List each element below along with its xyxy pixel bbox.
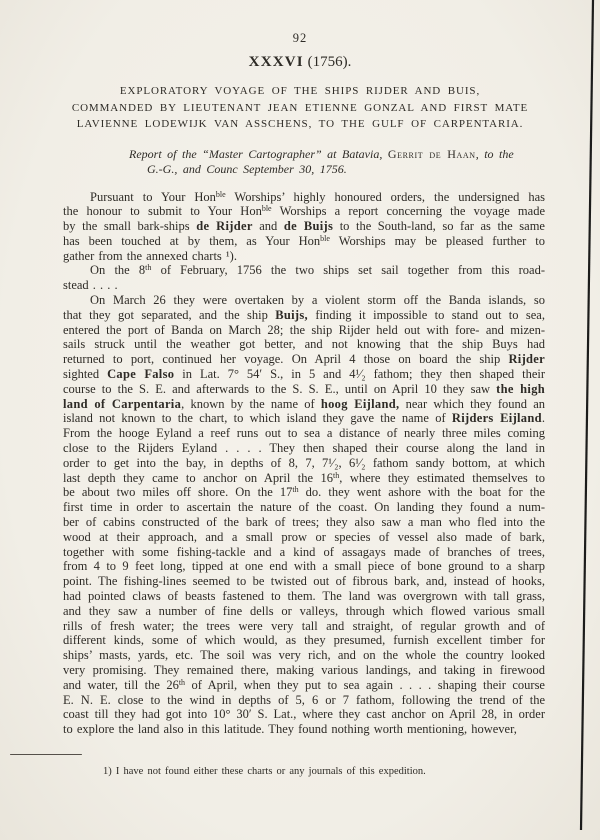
text-run: , known by the name of [181,396,321,411]
bold-text-run: Cape Falso [107,367,175,382]
text-run: that they got separated, and the ship [63,307,276,322]
text-line [63,426,545,441]
text-run: Worships may be pleased further to [329,233,545,248]
report-subtitle [129,147,530,178]
text-run: be about two miles off shore. On the 17 [63,485,293,500]
superscript-run: ble [261,204,272,214]
text-line [63,293,545,308]
text-run: and water, till the 26 [63,677,179,692]
text-line [63,308,545,323]
text-run: G.-G., and Counc September 30, 1756. [147,162,347,176]
superscript-run: th [178,677,186,687]
title-line-3: LAVIENNE LODEWIJK VAN ASSCHENS, TO THE GULF OF CARPENTARIA. [76,118,524,130]
text-run: Pursuant to Your Hon [90,189,216,204]
text-run: has been touched at by them, as Your Hon [63,233,321,248]
text-line [63,574,545,589]
text-run: different kinds, some of which would, as they presumed, furnish excellent timber for [63,633,545,648]
text-run: On the 8 [90,263,146,278]
text-line [63,530,545,545]
text-run: island not known to the chart, to which island they gave the name of [63,411,452,426]
superscript-run: th [145,263,152,273]
text-run: ships’ masts, yards, etc. The soil was very rich, and on the whole the country looked [63,648,545,663]
text-line [63,707,545,722]
bold-text-run: Rijders Eijland [451,411,542,426]
text-line [63,397,545,412]
text-line [63,693,545,708]
text-line [63,352,545,367]
title-line-2: COMMANDED BY LIEUTENANT JEAN ETIENNE GONZAL AND FIRST MATE [71,101,529,114]
text-line [63,323,545,338]
text-line [63,722,545,737]
text-run: together with some fishing-tackle and a kind of assagays made of branches of trees, [63,544,545,559]
text-line [63,545,545,560]
text-line [63,411,545,426]
text-run: near which they found an [399,396,545,411]
subtitle-line-1 [129,147,530,163]
text-run: close to the Rijders Eyland . . . . They then shaped their course along the land in [63,441,545,456]
text-run: coast till they had got into 10° 30′ S. Lat., where they cast anchor on April 28, in order [63,707,545,722]
text-line [63,337,545,352]
text-run: sighted [63,367,108,382]
text-run: by the small bark-ships [63,219,197,234]
superscript-run: th [292,485,299,495]
text-run: From the hooge Eyland a reef runs out to sea a distance of nearly three miles coming [63,426,545,441]
text-line [63,589,545,604]
text-run: E. N. E. close to the wind in depths of 5, 6 or 7 fathom, following the trend of the [63,692,545,707]
text-line [63,219,545,234]
bold-text-run: Buijs, [275,307,308,322]
text-run: do. they went ashore with the boat for the [298,485,545,500]
text-line [63,559,545,574]
text-line [63,648,545,663]
text-line [63,663,545,678]
chapter-year: (1756). [303,54,352,70]
title-line-1: EXPLORATORY VOYAGE OF THE SHIPS RIJDER AND BUIS, [119,85,481,97]
smallcaps-name-run: Gerrit de Haan [387,146,476,161]
text-line [63,500,545,515]
text-run: to the South-land, so far as the same [333,219,545,234]
text-line [63,515,545,530]
text-run: very promising. They remained there, making various landings, and taking in firewood [63,663,545,677]
superscript-run: ble [215,189,226,199]
text-line [63,234,545,249]
text-run: gather from the annexed charts ¹). [63,248,237,263]
superscript-run: ble [320,233,330,243]
text-run: course to the S. E. and afterwards to the S. S. E., until on April 10 they saw [63,381,497,396]
text-run: On March 26 they were overtaken by a violent storm off the Banda islands, so [90,293,545,308]
text-line [63,678,545,693]
text-line [63,633,545,648]
text-line [63,190,545,205]
body-text [63,190,545,737]
text-run: and [252,219,284,234]
text-run: of April, when they put to sea again . . . . shaping their course [185,677,545,692]
text-run: Worships a report concerning the voyage made [271,204,545,219]
text-run: the honour to submit to Your Hon [63,204,262,219]
text-run: , to the [475,146,514,161]
text-run: from 4 to 9 feet long, tipped at one end with a small piece of bone ground to a sharp [63,559,545,574]
text-run: stead . . . . [63,278,118,293]
text-run: wood at their approach, and a small prow or species of vessel also made of bark, [63,529,545,544]
footnote-rule [10,754,82,755]
text-line [63,249,545,264]
text-run: in Lat. 7° 54′ S., in 5 and 4¹⁄₂ fathom; they then shaped their [174,367,545,382]
text-run: point. The fishing-lines seemed to be twisted out of fibrous bark, and, instead of hooks, [63,574,545,589]
chapter-numeral: XXXVI [248,54,304,70]
text-line [63,367,545,382]
text-line [63,456,545,471]
text-run: sails struck until the weather got better, and not knowing that the ship Buys had [63,337,545,352]
text-run: returned to port, continued her voyage. On April 4 those on board the ship [63,352,509,367]
page-number: 92 [292,31,308,45]
text-run: first time in order to ascertain the nature of the coast. On landing they found a num- [63,500,545,515]
text-run: Worships’ highly honoured orders, the undersigned has [225,189,545,204]
document-title [0,83,600,133]
bold-text-run: the high [496,381,545,396]
bold-text-run: hoog Eijland, [320,396,400,411]
text-run: had pointed claws of beasts fastened to them. The land was overgrown with tall grass, [63,589,545,604]
text-run: ber of cabins constructed of the bark of trees; they also saw a man who fled into the [63,515,545,530]
text-run: Report of the “Master Cartographer” at Batavia, [129,146,388,161]
text-run: , where they estimated themselves to [339,470,545,485]
text-line [63,485,545,500]
text-run: and they saw a number of fine dells or valleys, through which flowed various small [63,603,545,618]
text-run: finding it impossible to stand out to sea, [307,307,545,322]
text-line [63,471,545,486]
chapter-heading [0,54,600,71]
superscript-run: th [333,470,340,480]
bold-text-run: de Buijs [283,219,334,234]
text-run: rills of fresh water; the trees were very tall and straight, of regular growth and of [63,618,545,633]
subtitle-line-2 [129,162,530,178]
text-run: order to get into the bay, in depths of 8, 7, 7¹⁄₂, 6¹⁄₂ fathom sandy bottom, at which [63,455,545,470]
footnote-text: 1) I have not found either these charts or any journals of this expedition. [103,765,426,777]
text-line [63,604,545,619]
text-line [63,382,545,397]
text-line [63,204,545,219]
bold-text-run: Rijder [508,352,545,367]
text-run: of February, 1756 the two ships set sail together from this road- [151,263,545,278]
bold-text-run: land of Carpentaria [63,396,182,411]
text-run: . [541,411,545,426]
text-run: last depth they came to anchor on April the 16 [63,470,334,485]
text-run: to explore the land also in this latitude. They found nothing worth mentioning, however, [63,722,517,737]
text-line [63,619,545,634]
bold-text-run: de Rijder [196,219,253,234]
text-run: entered the port of Banda on March 28; the ship Rijder held out with fore- and mizen- [63,322,545,337]
text-line [63,263,545,278]
text-line [63,278,545,293]
text-line [63,441,545,456]
